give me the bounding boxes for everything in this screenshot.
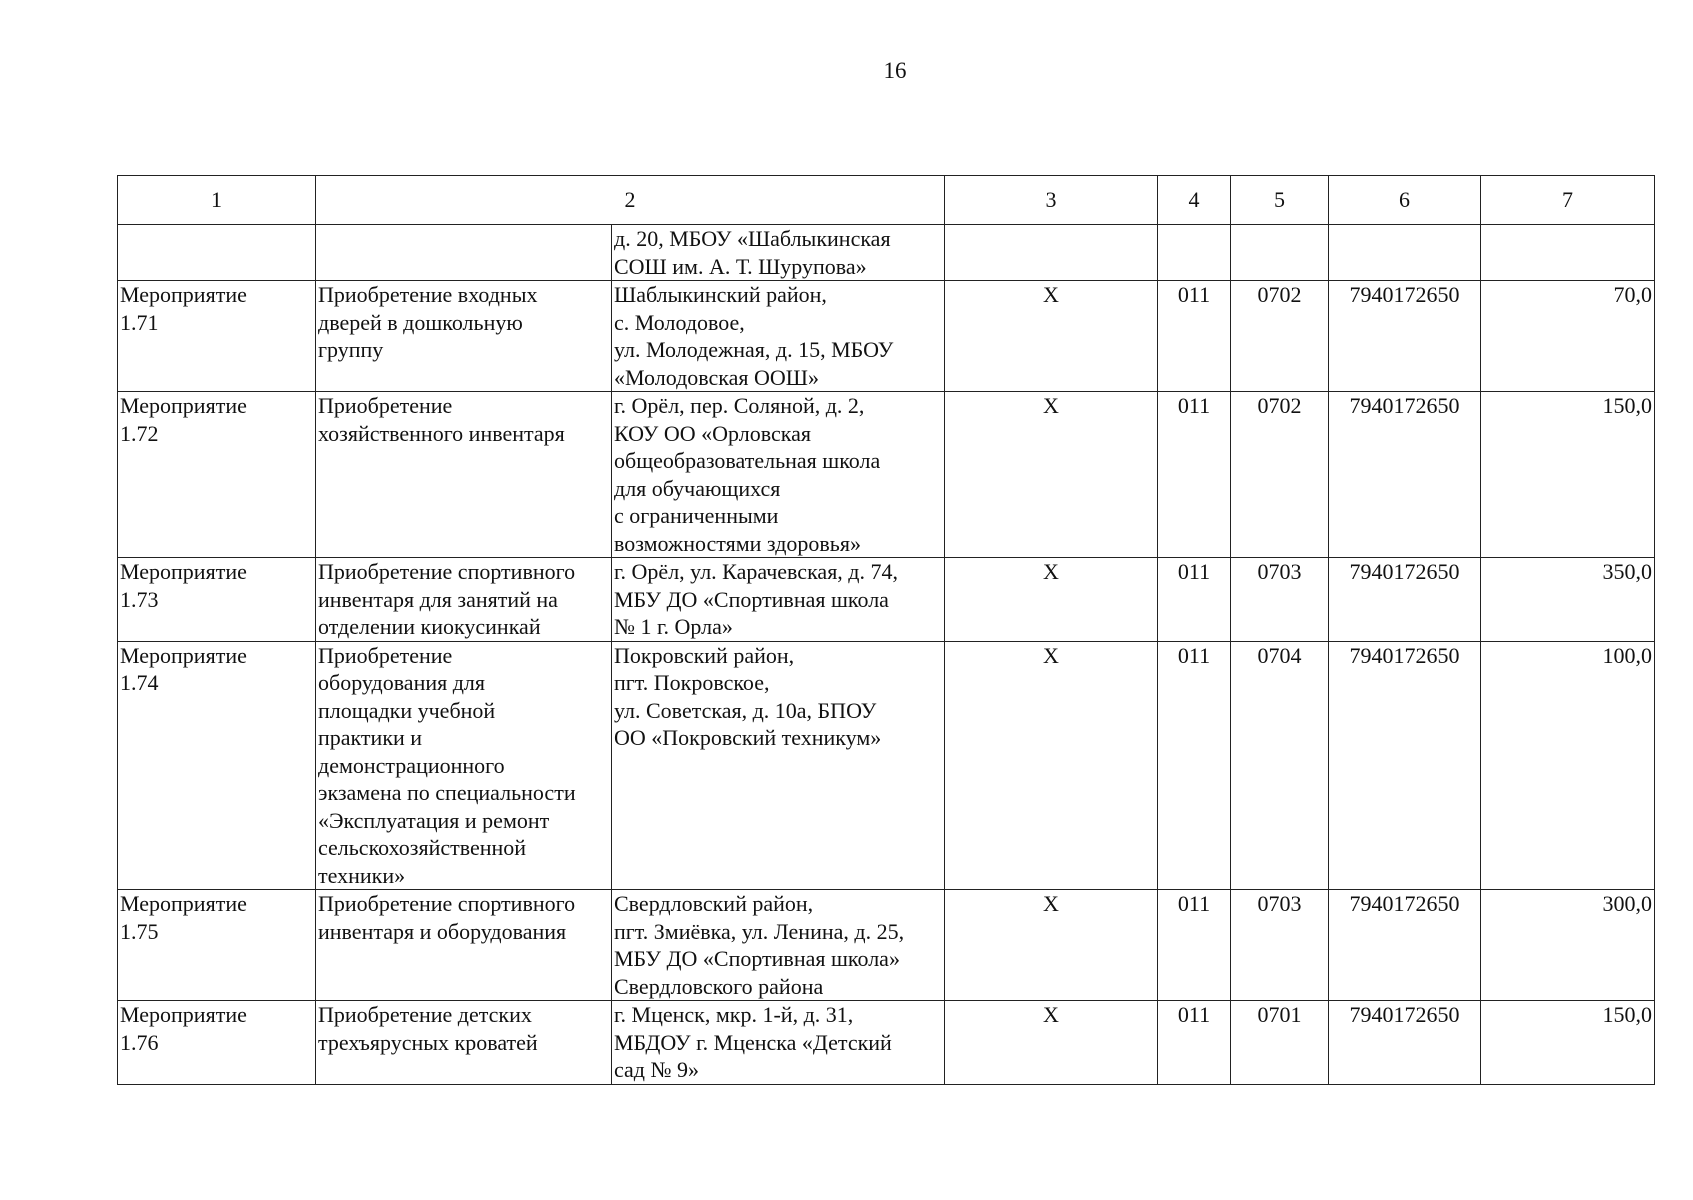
page-number: 16 [883,58,907,83]
col3-cell: Х [945,392,1158,558]
event-line: 1.72 [120,420,159,446]
event-line: Мероприятие [120,642,247,668]
description-cell [316,558,612,642]
table-row [118,281,1655,392]
event-cell [118,558,316,642]
event-line: 1.71 [120,309,159,335]
description-line: «Эксплуатация и ремонт [318,807,550,833]
address-cell [612,558,945,642]
col7-cell: 150,0 [1481,1001,1655,1085]
description-line: хозяйственного инвентаря [318,420,565,446]
col3-cell: Х [945,890,1158,1001]
header-row [118,176,1655,225]
address-line: Свердловский район, [614,891,814,916]
address-line: пгт. Змиёвка, ул. Ленина, д. 25, [614,918,905,944]
description-line: техники» [318,862,406,888]
event-line: Мероприятие [120,282,247,307]
col4-cell: 011 [1158,281,1231,392]
address-cell [612,392,945,558]
description-cell [316,225,612,281]
address-line: ул. Советская, д. 10а, БПОУ [614,697,877,723]
col5-cell: 0703 [1231,890,1329,1001]
description-line: Приобретение входных [318,282,538,307]
col6-cell: 7940172650 [1329,890,1481,1001]
address-cell [612,890,945,1001]
col4-cell: 011 [1158,641,1231,890]
description-cell [316,281,612,392]
event-cell [118,225,316,281]
event-cell [118,281,316,392]
event-cell [118,392,316,558]
col7-cell: 350,0 [1481,558,1655,642]
address-line: КОУ ОО «Орловская [614,420,811,446]
description-line: экзамена по специальности [318,780,576,805]
description-line: группу [318,337,384,362]
col6-cell: 7940172650 [1329,392,1481,558]
event-line: Мероприятие [120,393,247,418]
address-line: г. Мценск, мкр. 1-й, д. 31, [614,1002,854,1027]
description-line: демонстрационного [318,752,505,778]
address-cell [612,641,945,890]
event-line: Мероприятие [120,1002,247,1027]
col4-cell: 011 [1158,392,1231,558]
col4-cell: 011 [1158,1001,1231,1085]
address-line: д. 20, МБОУ «Шаблыкинская [614,226,891,251]
address-line: МБУ ДО «Спортивная школа [614,586,889,612]
col7-cell: 300,0 [1481,890,1655,1001]
header-cell: 1 [118,176,316,225]
col5-cell: 0703 [1231,558,1329,642]
col3-cell: Х [945,558,1158,642]
table-row [118,1001,1655,1085]
address-line: г. Орёл, пер. Соляной, д. 2, [614,393,865,418]
event-cell [118,1001,316,1085]
address-line: с. Молодовое, [614,309,745,335]
col7-cell [1481,225,1655,281]
header-cell: 3 [945,176,1158,225]
address-line: МБДОУ г. Мценска «Детский [614,1029,892,1055]
col7-cell: 150,0 [1481,392,1655,558]
address-line: МБУ ДО «Спортивная школа» [614,946,900,971]
col6-cell [1329,225,1481,281]
address-line: г. Орёл, ул. Карачевская, д. 74, [614,559,899,584]
col5-cell: 0701 [1231,1001,1329,1085]
header-cell: 6 [1329,176,1481,225]
col5-cell: 0702 [1231,392,1329,558]
address-line: пгт. Покровское, [614,670,770,695]
address-line: для обучающихся [614,475,781,501]
description-line: Приобретение [318,393,453,418]
address-line: общеобразовательная школа [614,448,881,473]
event-line: Мероприятие [120,891,247,916]
col6-cell: 7940172650 [1329,281,1481,392]
col7-cell: 100,0 [1481,641,1655,890]
table-row [118,890,1655,1001]
description-line: Приобретение спортивного [318,891,576,916]
description-line: Приобретение [318,642,453,668]
event-line: 1.74 [120,670,159,695]
address-line: сад № 9» [614,1057,699,1082]
address-line: Шаблыкинский район, [614,282,827,307]
col3-cell: Х [945,281,1158,392]
header-cell: 5 [1231,176,1329,225]
address-line: № 1 г. Орла» [614,614,733,639]
description-cell [316,1001,612,1085]
table-row [118,558,1655,642]
event-cell [118,890,316,1001]
address-line: возможностями здоровья» [614,530,861,556]
address-line: СОШ им. А. Т. Шурупова» [614,253,867,279]
description-line: отделении киокусинкай [318,614,541,639]
col7-cell: 70,0 [1481,281,1655,392]
table-row [118,225,1655,281]
event-cell [118,641,316,890]
address-line: ул. Молодежная, д. 15, МБОУ [614,337,894,362]
description-line: Приобретение детских [318,1002,532,1027]
event-line: 1.73 [120,586,159,612]
event-line: 1.76 [120,1029,159,1055]
address-line: Покровский район, [614,642,795,668]
col5-cell [1231,225,1329,281]
description-line: инвентаря и оборудования [318,918,567,944]
description-line: оборудования для [318,670,486,695]
description-cell [316,392,612,558]
header-cell: 4 [1158,176,1231,225]
description-cell [316,641,612,890]
address-line: с ограниченными [614,503,779,528]
col3-cell: Х [945,641,1158,890]
description-line: инвентаря для занятий на [318,586,558,612]
description-cell [316,890,612,1001]
description-line: Приобретение спортивного [318,559,576,584]
col5-cell: 0704 [1231,641,1329,890]
table-row [118,392,1655,558]
col3-cell [945,225,1158,281]
col4-cell [1158,225,1231,281]
header-cell: 2 [316,176,945,225]
event-line: Мероприятие [120,559,247,584]
col4-cell: 011 [1158,890,1231,1001]
event-line: 1.75 [120,918,159,944]
address-line: ОО «Покровский техникум» [614,725,882,750]
col6-cell: 7940172650 [1329,1001,1481,1085]
col3-cell: Х [945,1001,1158,1085]
table-row [118,641,1655,890]
address-line: «Молодовская ООШ» [614,364,819,390]
address-cell [612,281,945,392]
col6-cell: 7940172650 [1329,558,1481,642]
col4-cell: 011 [1158,558,1231,642]
header-cell: 7 [1481,176,1655,225]
description-line: дверей в дошкольную [318,309,523,335]
description-line: площадки учебной [318,697,496,723]
col5-cell: 0702 [1231,281,1329,392]
address-line: Свердловского района [614,973,824,999]
description-line: трехъярусных кроватей [318,1029,538,1055]
description-line: сельскохозяйственной [318,835,527,860]
address-cell [612,225,945,281]
col6-cell: 7940172650 [1329,641,1481,890]
data-table [117,175,1655,1085]
description-line: практики и [318,725,423,750]
address-cell [612,1001,945,1085]
